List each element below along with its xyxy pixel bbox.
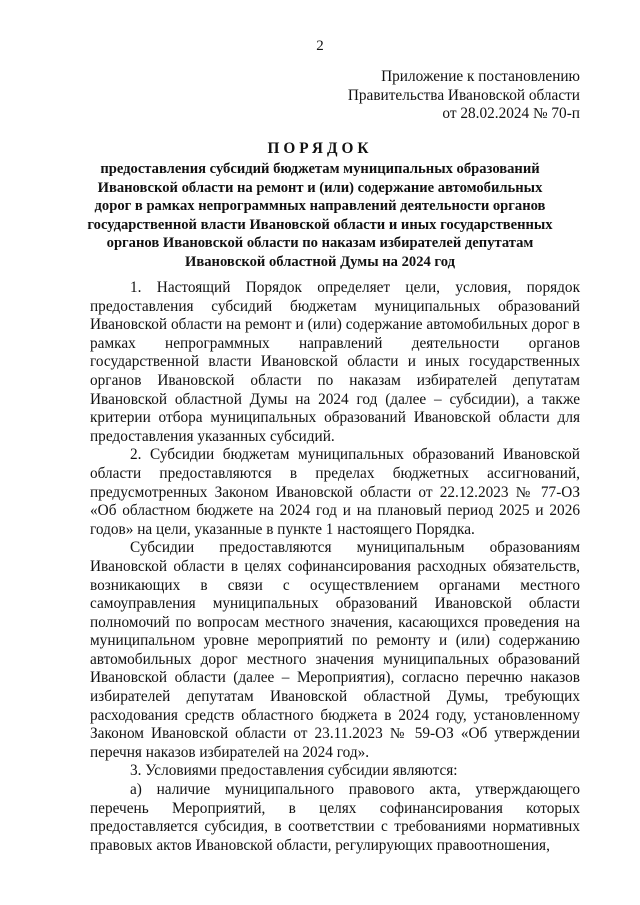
paragraph-1: 1. Настоящий Порядок определяет цели, условия, порядок предоставления субсидий бюджетам муниципальных образований Ивановской области на ремонт и (или) содержание автомобильных дорог в рамках непрограммных направлений деятельности органов государственной власти Ивановской области и иных государственных органов Ивановской области по наказам избирателей депутатам Ивановской областной Думы на 2024 год (далее – субсидии), а также критерии отбора муниципальных образований Ивановской области для предоставления указанных субсидий. [90,279,580,445]
annex-line-3: от 28.02.2024 № 70-п [442,105,580,122]
page-number: 2 [316,38,324,54]
document-body [90,279,580,855]
annex-block [348,68,580,124]
paragraph-2: 2. Субсидии бюджетам муниципальных образований Ивановской области предоставляются в пределах бюджетных ассигнований, предусмотренных Законом Ивановской области от 22.12.2023 № 77-ОЗ «Об областном бюджете на 2024 год и на плановый период 2025 и 2026 годов» на цели, указанные в пункте 1 настоящего Порядка. [90,446,580,538]
paragraph-4: 3. Условиями предоставления субсидии являются: [130,762,458,780]
paragraph-3: Субсидии предоставляются муниципальным образованиям Ивановской области в целях софинансирования расходных обязательств, возникающих в связи с осуществлением органами местного самоуправления муниципальных образований Ивановской области полномочий по вопросам местного значения, касающихся проведения на муниципальном уровне мероприятий по ремонту и (или) содержанию автомобильных дорог местного значения муниципальных образований Ивановской области (далее – Мероприятия), согласно перечню наказов избирателей депутатам Ивановской областной Думы, требующих расходования средств областного бюджета в 2024 году, установленному Законом Ивановской области от 23.11.2023 № 59-ОЗ «Об утверждении перечня наказов избирателей на 2024 год». [90,539,580,761]
paragraph-5: а) наличие муниципального правового акта, утверждающего перечень Мероприятий, в целях софинансирования которых предоставляется субсидия, в соответствии с требованиями нормативных правовых актов Ивановской области, регулирующих правоотношения, [90,781,580,854]
annex-line-1: Приложение к постановлению [381,68,580,85]
annex-line-2: Правительства Ивановской области [347,86,580,104]
document-subtitle: предоставления субсидий бюджетам муниципальных образований Ивановской области на ремонт и (или) содержание автомобильных дорог в рамках непрограммных направлений деятельности органов государственной власти Ивановской области и иных государственных органов Ивановской области по наказам избирателей депутатам Ивановской областной Думы на 2024 год [87,161,553,270]
document-title: ПОРЯДОК [267,140,373,157]
